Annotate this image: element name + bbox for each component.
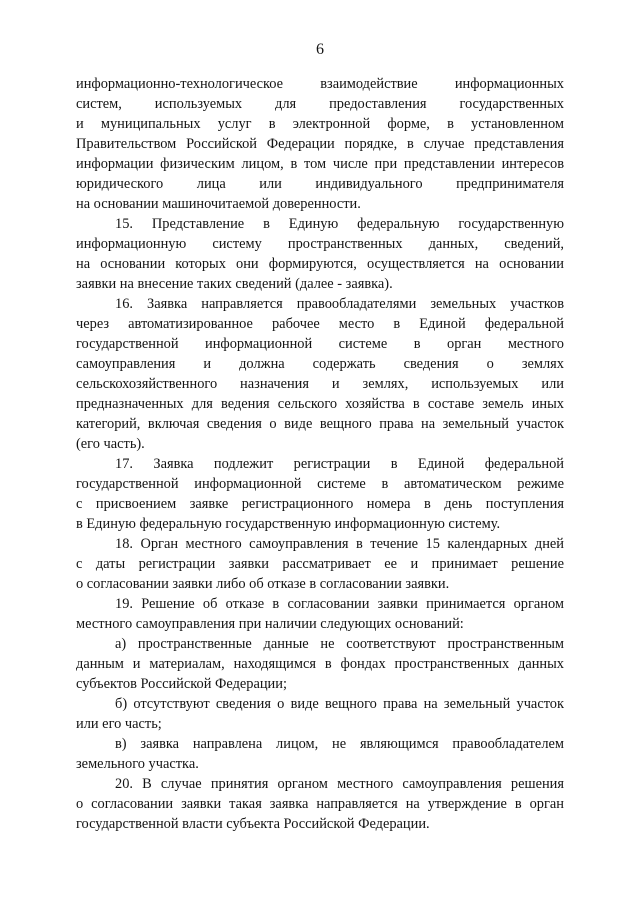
text-line: 19. Решение об отказе в согласовании заявки принимается органом — [115, 596, 564, 612]
text-line: государственной информационной системе в орган местного — [76, 336, 564, 352]
text-line: (его часть). — [76, 436, 145, 452]
text-line: через автоматизированное рабочее место в Единой федеральной — [76, 316, 564, 332]
text-line: на основании которых они формируются, осуществляется на основании — [76, 256, 564, 272]
text-line: в) заявка направлена лицом, не являющимся правообладателем — [115, 736, 564, 752]
text-line: о согласовании заявки либо об отказе в согласовании заявки. — [76, 576, 450, 592]
text-line: в Единую федеральную государственную информационную систему. — [76, 516, 501, 532]
text-line: категорий, включая сведения о виде вещного права на земельный участок — [76, 416, 564, 432]
text-line: сельскохозяйственного назначения и землях, используемых или — [76, 376, 564, 392]
text-line: государственной информационной системе в автоматическом режиме — [76, 476, 564, 492]
document-body — [76, 74, 564, 834]
text-line: с даты регистрации заявки рассматривает ее и принимает решение — [76, 556, 564, 572]
text-line: 20. В случае принятия органом местного самоуправления решения — [115, 776, 564, 792]
text-line: информационную систему пространственных данных, сведений, — [76, 236, 564, 252]
text-line: систем, используемых для предоставления государственных — [76, 96, 564, 112]
text-line: государственной власти субъекта Российской Федерации. — [76, 816, 430, 832]
page-number: 6 — [316, 41, 324, 58]
text-line: самоуправления и должна содержать сведения о землях — [76, 356, 564, 372]
text-line: данным и материалам, находящимся в фондах пространственных данных — [76, 656, 564, 672]
text-line: 17. Заявка подлежит регистрации в Единой федеральной — [115, 456, 564, 472]
text-line: б) отсутствуют сведения о виде вещного права на земельный участок — [115, 696, 564, 712]
text-line: 18. Орган местного самоуправления в течение 15 календарных дней — [115, 536, 564, 552]
text-line: 15. Представление в Единую федеральную государственную — [115, 216, 564, 232]
text-line: информационно-технологическое взаимодействие информационных — [76, 76, 564, 92]
text-line: информации физическим лицом, в том числе при представлении интересов — [76, 156, 564, 172]
text-line: 16. Заявка направляется правообладателями земельных участков — [115, 296, 564, 312]
text-line: земельного участка. — [76, 756, 199, 772]
text-line: заявки на внесение таких сведений (далее - заявка). — [76, 276, 393, 292]
text-line: предназначенных для ведения сельского хозяйства в составе земель иных — [76, 396, 564, 412]
text-line: местного самоуправления при наличии следующих оснований: — [76, 616, 464, 632]
text-line: Правительством Российской Федерации порядке, в случае представления — [76, 136, 564, 152]
text-line: с присвоением заявке регистрационного номера в день поступления — [76, 496, 564, 512]
text-line: юридического лица или индивидуального предпринимателя — [76, 176, 564, 192]
text-line: на основании машиночитаемой доверенности. — [76, 196, 361, 212]
text-line: субъектов Российской Федерации; — [76, 676, 287, 692]
text-line: о согласовании заявки такая заявка направляется на утверждение в орган — [76, 796, 564, 812]
text-line: и муниципальных услуг в электронной форме, в установленном — [76, 116, 564, 132]
text-line: или его часть; — [76, 716, 162, 732]
text-line: а) пространственные данные не соответствуют пространственным — [115, 636, 564, 652]
